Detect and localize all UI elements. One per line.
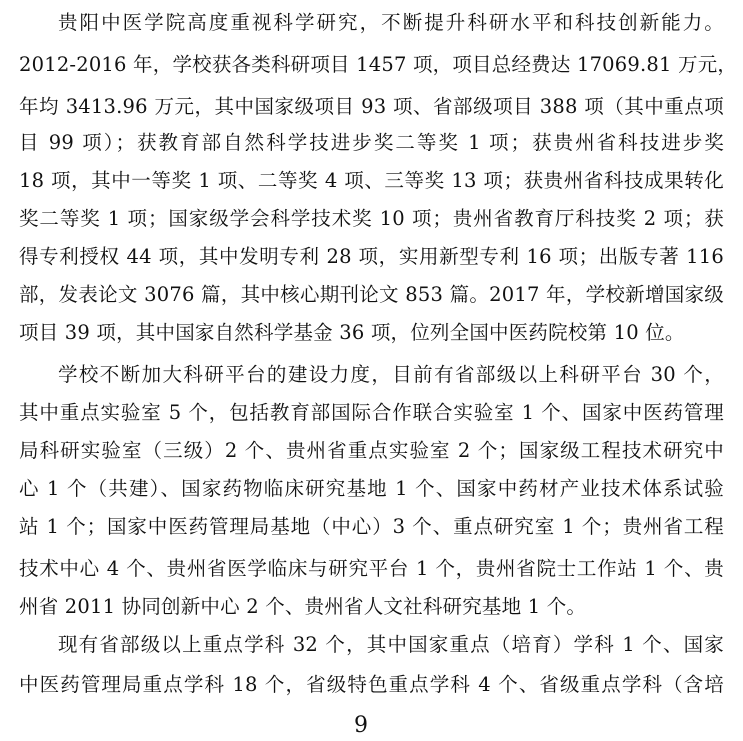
text-line: 贵阳中医学院高度重视科学研究，不断提升科研水平和科技创新能力。 <box>58 11 724 34</box>
text-line: 州省 2011 协同创新中心 2 个、贵州省人文社科研究基地 1 个。 <box>19 595 587 618</box>
text-line: 项目 39 项，其中国家自然科学基金 36 项，位列全国中医药院校第 10 位。 <box>19 321 685 344</box>
text-line: 奖二等奖 1 项；国家级学会科学技术奖 10 项；贵州省教育厅科技奖 2 项；获 <box>19 207 724 230</box>
text-line: 心 1 个（共建）、国家药物临床研究基地 1 个、国家中药材产业技术体系试验 <box>19 477 724 500</box>
text-line: 18 项，其中一等奖 1 项、二等奖 4 项、三等奖 13 项；获贵州省科技成果转化 <box>19 169 724 192</box>
text-line: 其中重点实验室 5 个，包括教育部国际合作联合实验室 1 个、国家中医药管理 <box>19 401 724 424</box>
page-number: 9 <box>354 713 368 738</box>
text-line: 得专利授权 44 项，其中发明专利 28 项，实用新型专利 16 项；出版专著 116 <box>19 245 724 268</box>
text-line: 站 1 个；国家中医药管理局基地（中心）3 个、重点研究室 1 个；贵州省工程 <box>19 515 724 538</box>
text-line: 年均 3413.96 万元，其中国家级项目 93 项、省部级项目 388 项（其中重点项 <box>19 95 724 118</box>
text-line: 现有省部级以上重点学科 32 个，其中国家重点（培育）学科 1 个、国家 <box>58 633 724 656</box>
text-line: 局科研实验室（三级）2 个、贵州省重点实验室 2 个；国家级工程技术研究中 <box>19 439 724 462</box>
text-line: 学校不断加大科研平台的建设力度，目前有省部级以上科研平台 30 个， <box>58 363 724 386</box>
text-line: 目 99 项）；获教育部自然科学技进步奖二等奖 1 项；获贵州省科技进步奖 <box>19 131 724 154</box>
text-line: 中医药管理局重点学科 18 个，省级特色重点学科 4 个、省级重点学科（含培 <box>19 673 724 696</box>
text-line: 技术中心 4 个、贵州省医学临床与研究平台 1 个，贵州省院士工作站 1 个、贵 <box>19 557 724 580</box>
text-line: 2012-2016 年，学校获各类科研项目 1457 项，项目总经费达 17069.81 万元， <box>19 53 738 76</box>
text-line: 部，发表论文 3076 篇，其中核心期刊论文 853 篇。2017 年，学校新增国家级 <box>19 283 724 306</box>
